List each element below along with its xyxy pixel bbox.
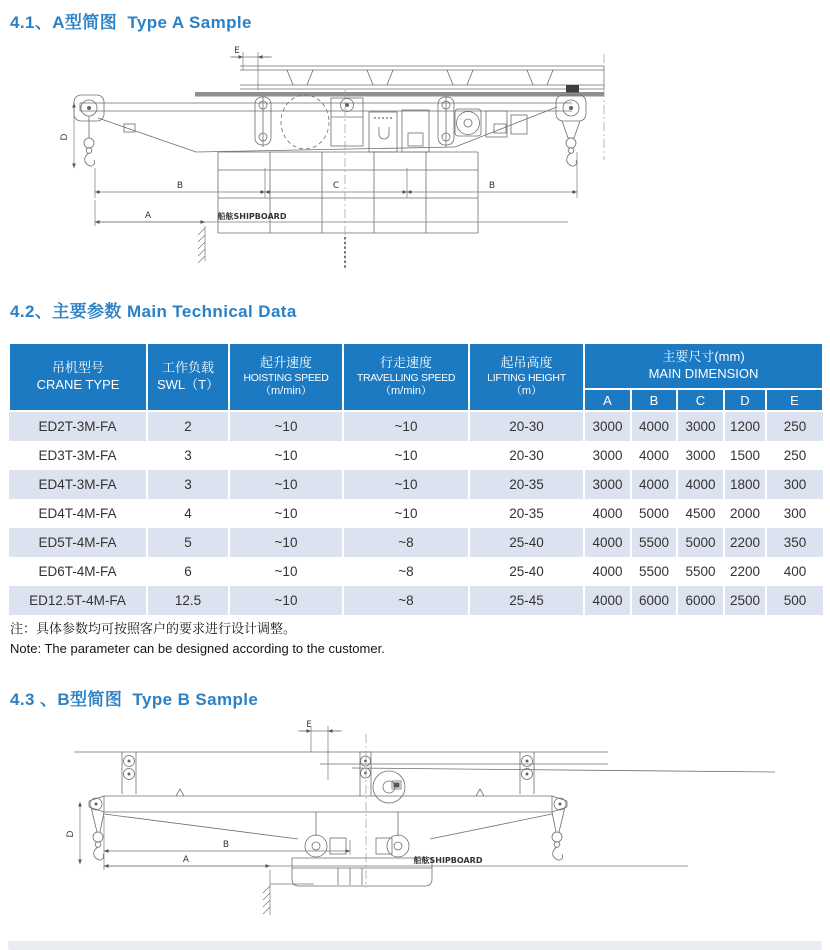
deck-rail (74, 752, 775, 772)
table-cell: 3000 (677, 411, 724, 441)
col-header-dim-c: C (677, 389, 724, 411)
table-cell: ~10 (343, 470, 469, 499)
table-row (9, 586, 823, 615)
section-4-3-title: 4.3 、B型简图 Type B Sample (10, 690, 259, 709)
crane-girder (104, 789, 552, 812)
table-cell: 2 (147, 411, 229, 441)
col-header-dim-a: A (584, 389, 631, 411)
table-cell: ~8 (343, 586, 469, 615)
table-cell: ~10 (229, 441, 343, 470)
right-support (455, 95, 586, 166)
dim-a-label: A (144, 211, 152, 221)
table-cell: ~10 (229, 499, 343, 528)
col-header-travelling-speed (343, 343, 469, 411)
table-cell: 5 (147, 528, 229, 557)
table-cell: 3000 (677, 441, 724, 470)
table-cell: 20-30 (469, 441, 584, 470)
dimension-en: MAIN DIMENSION (648, 366, 759, 381)
table-row (9, 470, 823, 499)
table-cell: 6 (147, 557, 229, 586)
travelling-cn: 行走速度 (379, 355, 432, 371)
table-cell: ED4T-3M-FA (9, 470, 147, 499)
lifting-en: LIFTING HEIGHT (487, 372, 566, 384)
trolley-assembly (255, 95, 527, 152)
col-header-lifting-height (469, 343, 584, 411)
col-header-crane-type (9, 343, 147, 411)
table-cell: 1800 (724, 470, 766, 499)
dimension-lines (74, 52, 577, 263)
crane-type-en: CRANE TYPE (36, 377, 120, 392)
dimension-cn: 主要尺寸(mm) (662, 349, 745, 365)
right-travel-post (520, 752, 534, 794)
table-cell: 300 (783, 506, 807, 521)
travelling-unit: （m/min） (380, 385, 432, 398)
table-cell: ~8 (343, 528, 469, 557)
shipboard-label: 船舷SHIPBOARD (413, 856, 483, 865)
dim-c-label: C (332, 181, 340, 191)
dim-b-label: B (488, 181, 496, 191)
table-cell: 5500 (631, 528, 677, 557)
table-cell: 4000 (584, 499, 631, 528)
type-b-drawing (0, 718, 830, 946)
note-en: Note: The parameter can be designed according to the customer. (10, 640, 385, 656)
table-cell: ED3T-3M-FA (9, 441, 147, 470)
table-cell: 3000 (584, 411, 631, 441)
table-cell: 6000 (677, 586, 724, 615)
table-cell: 25-45 (469, 586, 584, 615)
table-cell: ED5T-4M-FA (9, 528, 147, 557)
table-cell: ~10 (229, 411, 343, 441)
table-cell: ED12.5T-4M-FA (9, 586, 147, 615)
table-notes (10, 619, 385, 658)
table-cell: 4 (147, 499, 229, 528)
col-header-swl (147, 343, 229, 411)
table-cell: 5500 (677, 557, 724, 586)
hoisting-unit: （m/min） (260, 385, 312, 398)
table-cell: ~10 (343, 411, 469, 441)
center-mast (360, 752, 405, 803)
table-cell: ED4T-4M-FA (9, 499, 147, 528)
hoisting-en: HOISTING SPEED (243, 372, 329, 384)
left-support (89, 796, 298, 860)
left-support (74, 95, 455, 166)
table-cell: ~10 (229, 586, 343, 615)
col-header-hoisting-speed (229, 343, 343, 411)
swl-cn: 工作负载 (161, 360, 214, 376)
note-cn: 注：具体参数均可按照客户的要求进行设计调整。 (10, 621, 297, 636)
section-4-2-title: 4.2、主要参数 Main Technical Data (10, 302, 297, 321)
col-header-main-dimension (584, 343, 823, 389)
table-cell: 2500 (724, 586, 766, 615)
table-cell: 4000 (631, 411, 677, 441)
table-cell: 400 (783, 564, 807, 579)
table-cell: 1500 (724, 441, 766, 470)
table-cell: ~10 (343, 441, 469, 470)
table-cell: 25-40 (469, 528, 584, 557)
table-cell: ~10 (229, 557, 343, 586)
col-header-dim-b: B (631, 389, 677, 411)
table-cell: 4000 (584, 528, 631, 557)
table-cell: 3 (147, 441, 229, 470)
table-cell: 5500 (631, 557, 677, 586)
dim-b-label: B (222, 840, 230, 850)
type-a-drawing (0, 40, 830, 290)
table-cell: 2200 (724, 528, 766, 557)
table-cell: 25-40 (469, 557, 584, 586)
table-row (9, 499, 823, 528)
table-cell: ~10 (229, 528, 343, 557)
hoisting-cn: 起升速度 (259, 355, 312, 371)
table-cell: 4000 (677, 470, 724, 499)
table-cell: 300 (783, 477, 807, 492)
table-cell: ~10 (229, 470, 343, 499)
table-cell: 3 (147, 470, 229, 499)
table-cell: 12.5 (147, 586, 229, 615)
table-cell: 250 (783, 419, 807, 434)
left-travel-post (122, 752, 136, 794)
table-cell: 4000 (584, 557, 631, 586)
table-row (9, 441, 823, 470)
table-row (9, 411, 823, 441)
technical-data-table (8, 342, 824, 615)
dim-d-label: D (66, 830, 76, 838)
table-cell: 500 (783, 593, 807, 608)
lifting-unit: （m） (510, 385, 543, 398)
table-cell: 5000 (677, 528, 724, 557)
table-cell: 2200 (724, 557, 766, 586)
dim-a-label: A (182, 855, 190, 865)
crane-type-cn: 吊机型号 (51, 360, 104, 376)
section-4-1-title: 4.1、A型简图 Type A Sample (10, 13, 252, 32)
col-header-dim-d: D (724, 389, 766, 411)
right-support (430, 796, 567, 860)
table-cell: 250 (783, 448, 807, 463)
table-cell: 4000 (584, 586, 631, 615)
crane-girder (80, 103, 572, 111)
table-cell: 20-35 (469, 499, 584, 528)
table-cell: 3000 (584, 470, 631, 499)
table-cell: ED6T-4M-FA (9, 557, 147, 586)
table-cell: 1200 (724, 411, 766, 441)
table-cell: 4500 (677, 499, 724, 528)
trolley-box (292, 812, 432, 886)
dim-e-label: E (234, 46, 240, 56)
table-row (9, 528, 823, 557)
table-cell: ED2T-3M-FA (9, 411, 147, 441)
table-cell: ~8 (343, 557, 469, 586)
col-header-dim-e: E (766, 389, 823, 411)
table-cell: 2000 (724, 499, 766, 528)
shipboard-label: 船舷SHIPBOARD (217, 212, 287, 221)
table-cell: 4000 (631, 441, 677, 470)
table-cell: 5000 (631, 499, 677, 528)
table-cell: 4000 (631, 470, 677, 499)
table-cell: 3000 (584, 441, 631, 470)
table-row (9, 557, 823, 586)
ship-deck (195, 54, 604, 160)
table-cell: 6000 (631, 586, 677, 615)
table-cell: 20-35 (469, 470, 584, 499)
table-body (9, 411, 823, 615)
dim-d-label: D (60, 133, 70, 141)
lifting-cn: 起吊高度 (500, 355, 553, 371)
table-cell: ~10 (343, 499, 469, 528)
swl-en: SWL（T） (156, 377, 220, 392)
table-cell: 20-30 (469, 411, 584, 441)
table-cell: 350 (783, 535, 807, 550)
page-edge-strip (8, 941, 822, 950)
dim-b-label: B (176, 181, 184, 191)
dim-e-label: E (306, 720, 312, 730)
travelling-en: TRAVELLING SPEED (356, 372, 456, 384)
dimension-lines (80, 726, 688, 915)
